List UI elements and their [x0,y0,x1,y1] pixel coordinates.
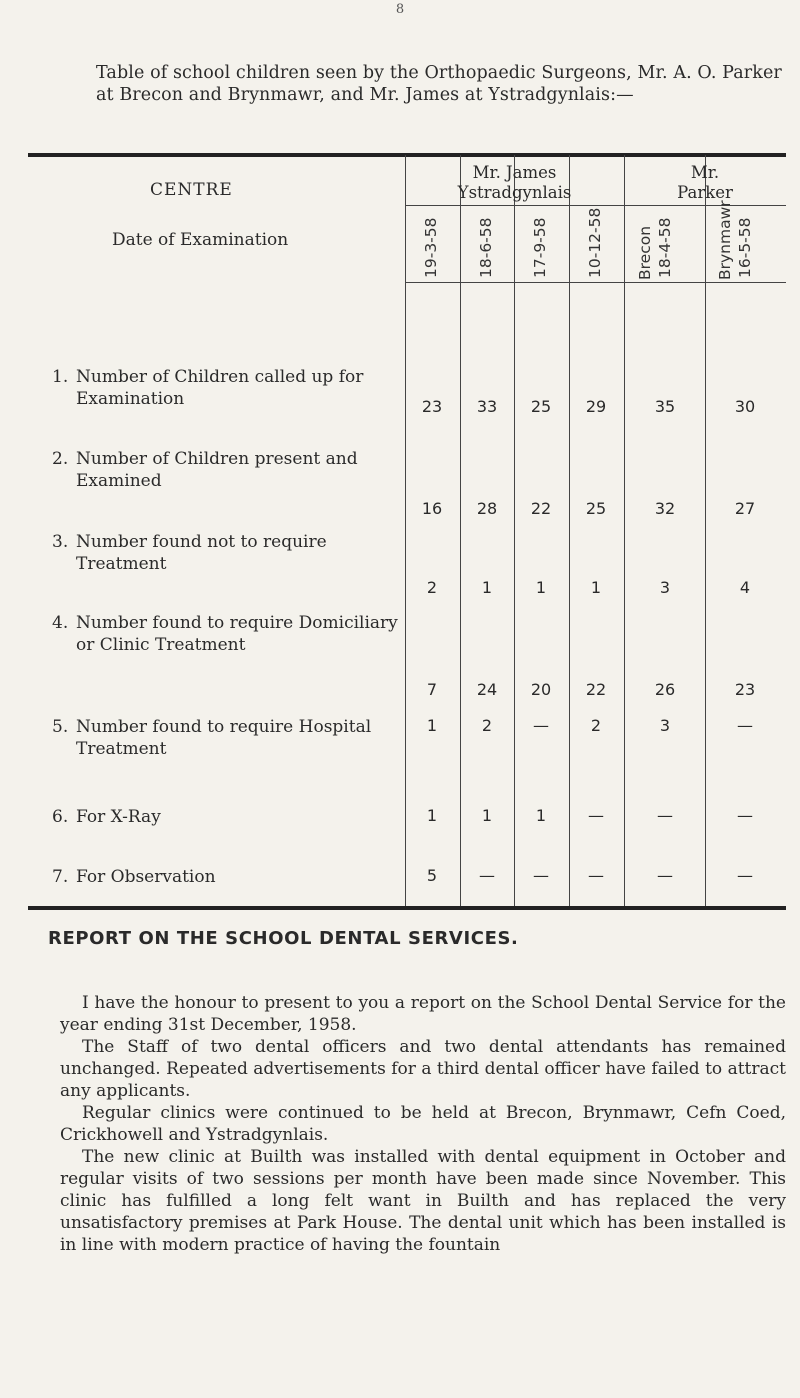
row-number: 1. [52,367,69,387]
table-cell: 35 [654,397,676,416]
date-of-examination-label: Date of Examination [112,230,289,250]
row-number: 5. [52,717,69,737]
row-text: Number found not to require Treatment [76,532,327,574]
row-text: Number of Children called up for Examination [76,367,364,409]
group-underline [624,205,786,206]
table-bottom-rule [28,906,786,910]
table-cell: 28 [476,499,498,518]
group-name: Mr. [690,163,720,182]
group-name: Mr. James [472,163,557,182]
row-number: 7. [52,867,69,887]
column-header-date: 18-4-58 [656,217,674,278]
table-cell: 22 [530,499,552,518]
row-text: Number found to require Domiciliary or Clinic Treatment [76,613,398,655]
table-cell: 25 [585,499,607,518]
table-divider [514,155,515,906]
row-text: For X-Ray [76,807,161,827]
table-cell: 16 [421,499,443,518]
table-cell: — [533,716,549,735]
table-divider [569,155,570,906]
table-cell: — [657,866,673,885]
table-cell: 4 [739,578,751,597]
report-paragraph: I have the honour to present to you a report on the School Dental Service for the year ending 31st December, 1958. [60,993,786,1035]
table-cell: 2 [481,716,493,735]
table-cell: 1 [426,716,438,735]
table-cell: 33 [476,397,498,416]
row-number: 4. [52,613,69,633]
table-cell: — [657,806,673,825]
table-cell: — [737,716,753,735]
table-cell: 3 [659,716,671,735]
table-cell: 2 [590,716,602,735]
group-underline [405,205,624,206]
table-top-rule [28,153,786,157]
row-number: 3. [52,532,69,552]
table-cell: 1 [481,806,493,825]
column-header-place: Brynmawr [716,200,734,280]
table-cell: 24 [476,680,498,699]
table-cell: — [588,866,604,885]
report-heading: REPORT ON THE SCHOOL DENTAL SERVICES. [48,928,519,949]
table-divider [705,155,706,906]
column-header-place: Brecon [636,225,654,280]
table-cell: 7 [426,680,438,699]
table-cell: 1 [426,806,438,825]
table-cell: 30 [734,397,756,416]
table-cell: 27 [734,499,756,518]
table-cell: 1 [481,578,493,597]
table-cell: 20 [530,680,552,699]
row-number: 6. [52,807,69,827]
table-cell: — [588,806,604,825]
table-cell: 1 [535,578,547,597]
column-header-date: 18-6-58 [477,217,495,278]
row-number: 2. [52,449,69,469]
report-paragraph: Regular clinics were continued to be held at Brecon, Brynmawr, Cefn Coed, Crickhowell and Ystradgynlais. [60,1103,786,1145]
table-cell: 3 [659,578,671,597]
group-header-parker [624,163,786,203]
column-header-date: 16-5-58 [736,217,754,278]
table-cell: 22 [585,680,607,699]
header-bottom-rule [405,282,786,283]
page-number: 8 [395,2,405,17]
report-paragraph: The new clinic at Builth was installed with dental equipment in October and regular visits of two sessions per month have been made since November. This clinic has fulfilled a long felt want in Builth and has replaced the very unsatisfactory premises at Park House. The dental unit which has been installed is in line with modern practice of having the fountain [60,1147,786,1255]
table-cell: — [737,806,753,825]
row-text: For Observation [76,867,216,887]
table-caption: Table of school children seen by the Orthopaedic Surgeons, Mr. A. O. Parker at Brecon and Brynmawr, and Mr. James at Ystradgynlais:— [96,63,782,105]
table-cell: 5 [426,866,438,885]
column-header-date: 10-12-58 [586,207,604,278]
table-cell: 23 [421,397,443,416]
table-cell: — [533,866,549,885]
table-cell: 26 [654,680,676,699]
table-cell: — [479,866,495,885]
table-cell: 23 [734,680,756,699]
report-paragraph: The Staff of two dental officers and two dental attendants has remained unchanged. Repeated advertisements for a third dental officer have failed to attract any applicants. [60,1037,786,1101]
table-divider [624,155,625,906]
table-divider [460,155,461,906]
table-cell: 1 [590,578,602,597]
centre-header: CENTRE [150,180,233,200]
table-cell: 32 [654,499,676,518]
table-cell: 29 [585,397,607,416]
table-cell: 25 [530,397,552,416]
group-subname: Ystradgynlais [457,183,572,202]
table-cell: 1 [535,806,547,825]
row-text: Number of Children present and Examined [76,449,358,491]
table-cell: 2 [426,578,438,597]
table-cell: — [737,866,753,885]
column-header-date: 17-9-58 [531,217,549,278]
row-text: Number found to require Hospital Treatment [76,717,372,759]
group-header-james [405,163,624,203]
group-subname: Parker [677,183,733,202]
column-header-date: 19-3-58 [422,217,440,278]
